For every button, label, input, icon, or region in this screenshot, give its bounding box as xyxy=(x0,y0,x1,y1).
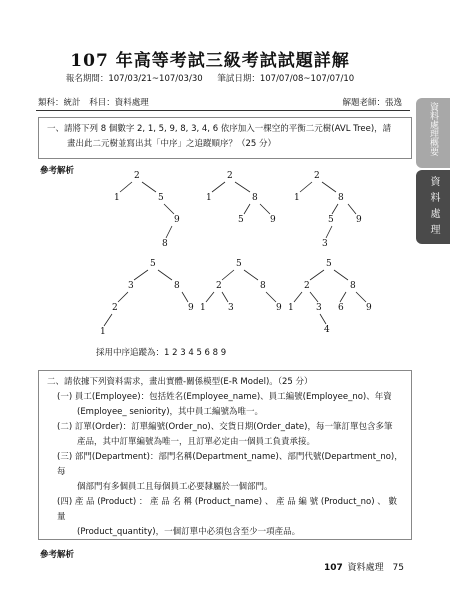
tree2-node: 2 xyxy=(227,171,233,181)
question-2-item-2: (二) 訂單(Order)：訂單編號(Order_no)、交貨日期(Order_date)，每一筆訂單包含多筆 xyxy=(57,422,393,432)
question-2-item-1-cont: (Employee_ seniority)，其中員工編號為唯一。 xyxy=(77,407,264,417)
page-footer xyxy=(324,560,404,573)
tree6-node: 3 xyxy=(316,303,322,313)
tree3-node: 3 xyxy=(322,239,328,249)
tree6-node: 6 xyxy=(338,303,344,313)
page-number: 75 xyxy=(392,563,404,573)
question-2-intro: 二、請依據下列資料需求，畫出實體-關係模型(E-R Model)。（25 分） xyxy=(47,377,313,387)
question-2-item-3: (三) 部門(Department)：部門名稱(Department_name)、部門代號(Department_no)，每 xyxy=(57,452,403,477)
tree6-node: 4 xyxy=(324,325,330,335)
reference-label-2: 參考解析 xyxy=(40,550,75,560)
tree5-node: 5 xyxy=(236,259,242,269)
tree1-node: 2 xyxy=(134,171,140,181)
tree3-node: 1 xyxy=(294,193,300,203)
meta-info xyxy=(38,96,155,108)
page-title: 107 年高等考試三級考試試題詳解 xyxy=(70,51,350,71)
header-divider xyxy=(36,110,410,111)
side-tab-overview[interactable] xyxy=(416,98,450,168)
tree5-node: 9 xyxy=(276,303,282,313)
tree6-node: 2 xyxy=(304,281,310,291)
side-tab-overview-label: 資料處理概要 xyxy=(428,102,438,156)
tree5-node: 2 xyxy=(216,281,222,291)
exam-date: 筆試日期：107/07/08~107/07/10 xyxy=(217,74,355,84)
tree6-node: 5 xyxy=(326,259,332,269)
tree2-node: 9 xyxy=(270,215,276,225)
category-label: 類科：統計 xyxy=(38,98,81,108)
tree4-node: 1 xyxy=(100,327,106,337)
signup-period: 報名期間：107/03/21~107/03/30 xyxy=(65,74,203,84)
tree6-node: 1 xyxy=(288,303,294,313)
tree3-node: 5 xyxy=(328,215,334,225)
footer-book-number: 107 xyxy=(323,563,343,573)
tree3-node: 8 xyxy=(338,193,344,203)
tree6-node: 9 xyxy=(366,303,372,313)
tree4-node: 9 xyxy=(188,303,194,313)
question-2-item-3-cont: 個部門有多個員工且每個員工必要隸屬於一個部門。 xyxy=(77,482,273,492)
tree1-node: 1 xyxy=(114,193,120,203)
reference-label-1: 參考解析 xyxy=(40,166,75,176)
subject-label: 科目：資料處理 xyxy=(89,98,149,108)
tree1-node: 5 xyxy=(158,193,164,203)
question-2-item-4-cont: (Product_quantity)，一個訂單中必須包含至少一項產品。 xyxy=(77,527,301,537)
exam-dates xyxy=(0,72,420,84)
question-1-box xyxy=(38,117,412,159)
inorder-traversal-text: 採用中序追蹤為：1 2 3 4 5 6 8 9 xyxy=(96,348,227,358)
tree3-node: 9 xyxy=(356,215,362,225)
question-1-line-1: 一、請將下列 8 個數字 2, 1, 5, 9, 8, 3, 4, 6 依序加入一棵空的平衡二元樹(AVL Tree)，請 xyxy=(47,124,392,134)
tree4-node: 5 xyxy=(150,259,156,269)
side-tab-data-processing-label: 資料處理 xyxy=(428,176,439,240)
question-2-item-2-cont: 產品，其中訂單編號為唯一，且訂單必定由一個員工負責承接。 xyxy=(77,437,316,447)
tree5-node: 8 xyxy=(260,281,266,291)
tree2-node: 5 xyxy=(238,215,244,225)
tree2-node: 1 xyxy=(206,193,212,203)
tree4-node: 2 xyxy=(112,303,118,313)
tree5-node: 3 xyxy=(228,303,234,313)
teacher-label: 解題老師：張逸 xyxy=(342,98,402,108)
tree1-node: 9 xyxy=(174,215,180,225)
question-2-box xyxy=(38,370,412,540)
avl-tree-diagrams xyxy=(70,166,390,356)
tree2-node: 8 xyxy=(252,193,258,203)
tree4-node: 8 xyxy=(174,281,180,291)
tree6-node: 8 xyxy=(350,281,356,291)
question-1-line-2: 畫出此二元樹並寫出其「中序」之追蹤順序？（25 分） xyxy=(67,139,277,149)
tree3-node: 2 xyxy=(314,171,320,181)
footer-subject: 資料處理 xyxy=(347,563,384,573)
tree5-node: 1 xyxy=(200,303,206,313)
tree1-node: 8 xyxy=(162,239,168,249)
tree4-node: 3 xyxy=(128,281,134,291)
question-2-item-4: (四) 產 品 (Product) ： 產 品 名 稱 (Product_name) 、 產 品 編 號 (Product_no) 、 數 量 xyxy=(57,497,397,522)
side-tab-data-processing[interactable] xyxy=(416,170,450,244)
question-2-item-1: (一) 員工(Employee)：包括姓名(Employee_name)、員工編號(Employee_no)、年資 xyxy=(57,392,392,402)
